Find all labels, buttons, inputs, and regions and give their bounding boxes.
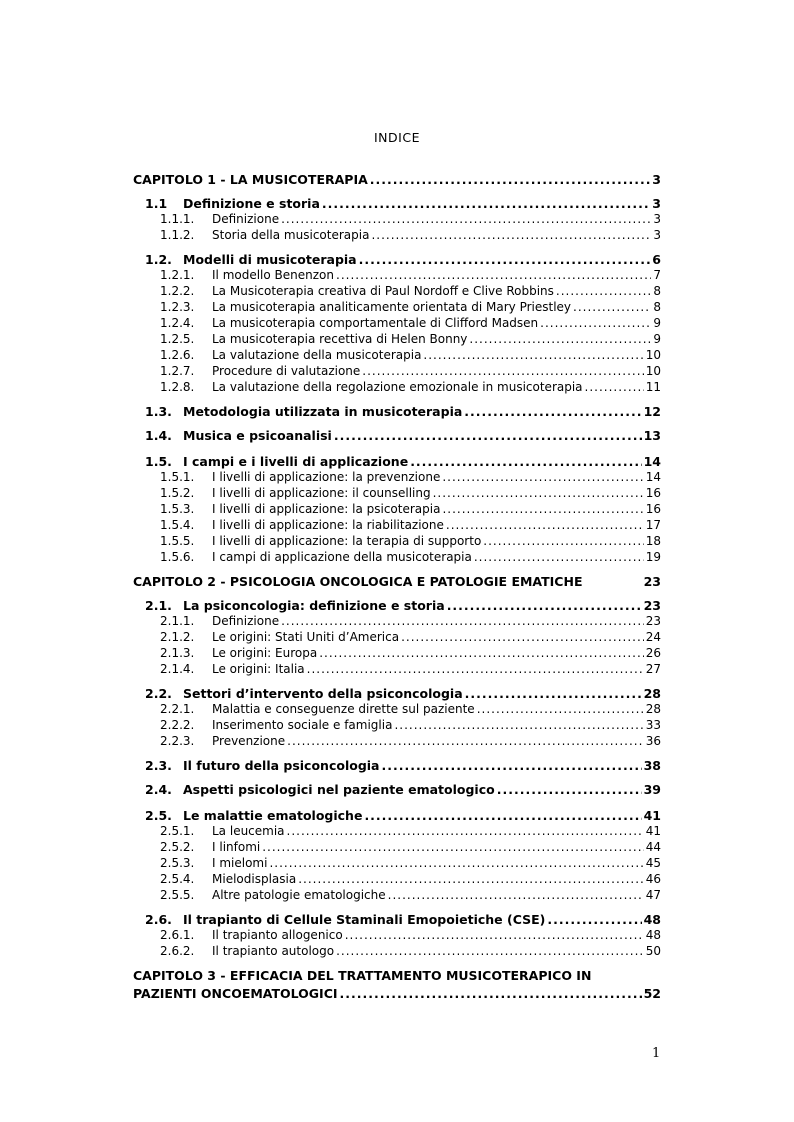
dot-leader: [336, 944, 644, 958]
toc-entry-text: I livelli di applicazione: la riabilitazione: [212, 518, 444, 532]
dot-leader: [382, 758, 642, 773]
toc-entry-label: [160, 888, 386, 902]
toc-entry[interactable]: [133, 550, 661, 564]
toc-entry-label: [160, 348, 421, 362]
toc-entry-text: La psiconcologia: definizione e storia: [183, 598, 445, 613]
toc-entry-text: Procedure di valutazione: [212, 364, 361, 378]
toc-entry-page: 17: [645, 518, 661, 532]
toc-entry-label: [160, 944, 334, 958]
toc-entry-number: 1.1: [145, 196, 168, 211]
toc-entry[interactable]: [133, 428, 661, 443]
toc-entry-text: Definizione: [212, 212, 280, 226]
dot-leader: [298, 872, 644, 886]
toc-entry-text: Le origini: Europa: [212, 646, 318, 660]
toc-entry[interactable]: [133, 332, 661, 346]
toc-entry-page: 39: [643, 782, 661, 797]
toc-entry-label: [160, 928, 343, 942]
toc-entry-page: 24: [645, 630, 661, 644]
toc-entry-page: 36: [645, 734, 661, 748]
dot-leader: [423, 348, 643, 362]
toc-entry-label: [133, 986, 338, 1001]
dot-leader: [359, 252, 651, 267]
toc-entry-number: 2.1.1.: [160, 614, 195, 628]
toc-entry-label: [133, 172, 368, 187]
toc-entry-label: [160, 550, 472, 564]
toc-entry-page: 19: [645, 550, 661, 564]
toc-entry-number: 2.6.1.: [160, 928, 195, 942]
toc-entry-label: [160, 486, 431, 500]
toc-entry[interactable]: [133, 518, 661, 532]
toc-entry-label: [145, 404, 462, 419]
toc-entry-number: 2.5.1.: [160, 824, 195, 838]
toc-entry-page: 11: [645, 380, 661, 394]
toc-entry-text: La valutazione della regolazione emozionale in musicoterapia: [212, 380, 583, 394]
toc-entry-page: 52: [643, 986, 661, 1001]
toc-entry-page: 28: [643, 686, 661, 701]
toc-entry-label: [145, 758, 380, 773]
dot-leader: [362, 364, 643, 378]
toc-entry-number: 2.5.2.: [160, 840, 195, 854]
toc-entry-number: 2.5.5.: [160, 888, 195, 902]
toc-entry-text: Malattia e conseguenze dirette sul paziente: [212, 702, 475, 716]
toc-entry-text: I campi di applicazione della musicoterapia: [212, 550, 472, 564]
toc-entry[interactable]: [133, 486, 661, 500]
toc-entry-number: 1.1.2.: [160, 228, 195, 242]
toc-entry-label: [160, 284, 554, 298]
toc-entry-number: 1.3.: [145, 404, 172, 419]
dot-leader: [442, 470, 643, 484]
toc-entry[interactable]: [133, 212, 661, 226]
toc-entry-label: [145, 252, 357, 267]
toc-entry-text: La musicoterapia recettiva di Helen Bonny: [212, 332, 468, 346]
toc-entry-page: 16: [645, 502, 661, 516]
toc-entry-text: Definizione: [212, 614, 280, 628]
toc-entry-number: 1.5.5.: [160, 534, 195, 548]
toc-entry-text: I mielomi: [212, 856, 268, 870]
toc-entry-number: 1.2.1.: [160, 268, 195, 282]
toc-entry-label: [160, 872, 296, 886]
toc-entry-page: 50: [645, 944, 661, 958]
toc-entry-text: CAPITOLO 2 - PSICOLOGIA ONCOLOGICA E PATOLOGIE EMATICHE: [133, 574, 583, 589]
toc-entry-number: 1.2.6.: [160, 348, 195, 362]
toc-entry-label: [145, 686, 463, 701]
toc-entry-label: [160, 718, 392, 732]
toc-entry-label: [160, 300, 571, 314]
toc-entry[interactable]: [133, 574, 661, 589]
toc-entry[interactable]: [133, 646, 661, 660]
page-number: 1: [652, 1046, 661, 1061]
dot-leader: [585, 380, 644, 394]
dot-leader: [446, 518, 644, 532]
toc-entry-page: 27: [645, 662, 661, 676]
toc-entry-page: 8: [653, 300, 661, 314]
toc-entry-page: 33: [645, 718, 661, 732]
toc-entry[interactable]: [133, 364, 661, 378]
dot-leader: [345, 928, 644, 942]
toc-entry[interactable]: [133, 630, 661, 644]
toc-entry[interactable]: [133, 502, 661, 516]
toc-entry-page: 23: [643, 598, 661, 613]
dot-leader: [474, 550, 644, 564]
toc-entry-label: [160, 470, 440, 484]
toc-entry-number: 2.1.3.: [160, 646, 195, 660]
toc-entry-number: 1.2.7.: [160, 364, 195, 378]
toc-entry-number: 2.5.: [145, 808, 172, 823]
toc-entry-number: 2.2.2.: [160, 718, 195, 732]
toc-entry-number: 1.4.: [145, 428, 172, 443]
toc-entry-text: Inserimento sociale e famiglia: [212, 718, 393, 732]
toc-entry-text: I campi e i livelli di applicazione: [183, 454, 409, 469]
toc-entry-number: 2.2.: [145, 686, 172, 701]
toc-entry[interactable]: [133, 534, 661, 548]
dot-leader: [556, 284, 651, 298]
toc-entry-label: [145, 196, 320, 211]
toc-entry-text: Musica e psicoanalisi: [183, 428, 332, 443]
toc-entry-page: 14: [643, 454, 661, 469]
toc-entry[interactable]: [133, 734, 661, 748]
toc-entry-page: 23: [643, 574, 661, 589]
dot-leader: [464, 404, 641, 419]
toc-entry-text: Le origini: Stati Uniti d’America: [212, 630, 400, 644]
toc-entry-number: 2.5.3.: [160, 856, 195, 870]
toc-entry[interactable]: [133, 928, 661, 942]
toc-entry-label: [160, 228, 369, 242]
toc-entry-text: La musicoterapia comportamentale di Clifford Madsen: [212, 316, 539, 330]
dot-leader: [465, 686, 642, 701]
toc-entry-page: 48: [643, 912, 661, 927]
toc-entry-text: Aspetti psicologici nel paziente ematologico: [183, 782, 495, 797]
toc-entry-text: Prevenzione: [212, 734, 286, 748]
toc-entry-page: 48: [645, 928, 661, 942]
toc-entry-number: 1.5.1.: [160, 470, 195, 484]
toc-entry-number: 2.4.: [145, 782, 172, 797]
toc-entry-number: 1.2.5.: [160, 332, 195, 346]
toc-entry[interactable]: [133, 252, 661, 267]
toc-entry-label: [160, 702, 475, 716]
dot-leader: [442, 502, 643, 516]
toc-entry[interactable]: [133, 662, 661, 676]
toc-entry[interactable]: [133, 912, 661, 927]
toc-entry-page: 13: [643, 428, 661, 443]
dot-leader: [540, 316, 651, 330]
toc-entry-text: Il trapianto di Cellule Staminali Emopoietiche (CSE): [183, 912, 546, 927]
toc-entry[interactable]: [133, 840, 661, 854]
toc-entry-text: I livelli di applicazione: la prevenzione: [212, 470, 441, 484]
toc-entry-label: [160, 646, 317, 660]
toc-entry[interactable]: [133, 284, 661, 298]
toc-entry-text: Metodologia utilizzata in musicoterapia: [183, 404, 463, 419]
toc-entry-label: [160, 380, 583, 394]
toc-entry[interactable]: [133, 702, 661, 716]
toc-entry-text: Modelli di musicoterapia: [183, 252, 357, 267]
dot-leader: [469, 332, 651, 346]
toc-entry-number: 2.6.2.: [160, 944, 195, 958]
toc-entry-number: 1.5.: [145, 454, 172, 469]
dot-leader: [573, 300, 651, 314]
dot-leader: [322, 196, 650, 211]
toc-entry-label: [160, 212, 279, 226]
toc-entry-label: [160, 268, 334, 282]
toc-entry-label: [145, 454, 408, 469]
toc-entry[interactable]: [133, 686, 661, 701]
toc-entry-label: [145, 598, 445, 613]
toc-entry-label: [160, 840, 260, 854]
dot-leader: [401, 630, 644, 644]
toc-entry[interactable]: [133, 758, 661, 773]
toc-entry-label: [160, 502, 440, 516]
toc-entry-text: Il futuro della psiconcologia: [183, 758, 380, 773]
dot-leader: [287, 824, 644, 838]
toc-entry-text: Il trapianto autologo: [212, 944, 335, 958]
toc-entry[interactable]: [133, 348, 661, 362]
toc-entry-text: Definizione e storia: [183, 196, 320, 211]
dot-leader: [483, 534, 643, 548]
toc-entry-page: 41: [645, 824, 661, 838]
toc-entry[interactable]: [133, 986, 661, 1001]
toc-entry-number: 1.2.: [145, 252, 172, 267]
toc-entry-label: [160, 856, 267, 870]
dot-leader: [370, 172, 651, 187]
toc-entry[interactable]: [133, 856, 661, 870]
dot-leader: [497, 782, 642, 797]
toc-entry-page: 44: [645, 840, 661, 854]
toc-entry[interactable]: [133, 968, 661, 983]
toc-entry[interactable]: [133, 196, 661, 211]
dot-leader: [262, 840, 644, 854]
toc-entry-text: CAPITOLO 1 - LA MUSICOTERAPIA: [133, 172, 368, 187]
toc-entry-text: CAPITOLO 3 - EFFICACIA DEL TRATTAMENTO MUSICOTERAPICO IN: [133, 968, 592, 983]
toc-entry-label: [160, 614, 279, 628]
toc-entry-page: 3: [652, 172, 661, 187]
toc-entry-label: [160, 534, 481, 548]
toc-entry-page: 8: [653, 284, 661, 298]
dot-leader: [433, 486, 644, 500]
toc-entry-number: 2.2.3.: [160, 734, 195, 748]
toc-entry-label: [160, 824, 285, 838]
toc-entry-page: 41: [643, 808, 661, 823]
dot-leader: [364, 808, 641, 823]
toc-entry[interactable]: [133, 782, 661, 797]
dot-leader: [281, 212, 651, 226]
toc-entry-page: 3: [652, 196, 661, 211]
toc-entry-number: 2.6.: [145, 912, 172, 927]
toc-entry[interactable]: [133, 824, 661, 838]
toc-entry-page: 12: [643, 404, 661, 419]
dot-leader: [334, 428, 642, 443]
toc-entry-number: 2.2.1.: [160, 702, 195, 716]
toc-entry-number: 1.2.3.: [160, 300, 195, 314]
toc-entry-number: 1.5.2.: [160, 486, 195, 500]
toc-entry-text: PAZIENTI ONCOEMATOLOGICI: [133, 986, 338, 1001]
dot-leader: [410, 454, 641, 469]
toc-entry-text: Il trapianto allogenico: [212, 928, 343, 942]
toc-entry-number: 1.5.6.: [160, 550, 195, 564]
toc-entry-label: [133, 574, 582, 589]
toc-entry-label: [160, 662, 305, 676]
toc-entry-page: 26: [645, 646, 661, 660]
toc-entry-text: I livelli di applicazione: il counselling: [212, 486, 431, 500]
dot-leader: [281, 614, 644, 628]
page-title: INDICE: [374, 130, 420, 145]
toc-entry-number: 2.3.: [145, 758, 172, 773]
toc-entry[interactable]: [133, 172, 661, 187]
toc-entry-page: 16: [645, 486, 661, 500]
dot-leader: [388, 888, 644, 902]
toc-entry[interactable]: [133, 300, 661, 314]
toc-entry[interactable]: [133, 470, 661, 484]
toc-entry-page: 14: [645, 470, 661, 484]
toc-entry-page: 9: [653, 316, 661, 330]
dot-leader: [287, 734, 644, 748]
toc-entry-label: [160, 734, 285, 748]
toc-entry-page: 6: [652, 252, 661, 267]
toc-entry-label: [160, 332, 467, 346]
toc-entry-number: 1.1.1.: [160, 212, 195, 226]
dot-leader: [269, 856, 643, 870]
toc-entry-text: Le origini: Italia: [212, 662, 305, 676]
toc-entry-text: Il modello Benenzon: [212, 268, 334, 282]
toc-entry-page: 18: [645, 534, 661, 548]
toc-entry-page: 3: [653, 212, 661, 226]
toc-entry-number: 2.1.: [145, 598, 172, 613]
toc-entry[interactable]: [133, 808, 661, 823]
toc-entry-label: [160, 630, 399, 644]
toc-entry[interactable]: [133, 944, 661, 958]
toc-entry-text: Altre patologie ematologiche: [212, 888, 386, 902]
dot-leader: [307, 662, 644, 676]
toc-entry-number: 1.2.8.: [160, 380, 195, 394]
toc-entry-page: 46: [645, 872, 661, 886]
toc-entry[interactable]: [133, 888, 661, 902]
toc-entry-label: [133, 968, 591, 983]
toc-entry-number: 2.1.4.: [160, 662, 195, 676]
toc-entry-number: 1.5.4.: [160, 518, 195, 532]
toc-entry[interactable]: [133, 228, 661, 242]
toc-entry[interactable]: [133, 380, 661, 394]
toc-entry-text: La valutazione della musicoterapia: [212, 348, 422, 362]
toc-entry-page: 3: [653, 228, 661, 242]
toc-entry-text: Storia della musicoterapia: [212, 228, 370, 242]
toc-entry-number: 2.5.4.: [160, 872, 195, 886]
toc-entry-page: 10: [645, 364, 661, 378]
toc-entry-label: [160, 316, 538, 330]
toc-entry-text: La musicoterapia analiticamente orientata di Mary Priestley: [212, 300, 572, 314]
toc-entry-text: Mielodisplasia: [212, 872, 297, 886]
toc-entry-text: La leucemia: [212, 824, 285, 838]
toc-entry-page: 38: [643, 758, 661, 773]
toc-entry-page: 23: [645, 614, 661, 628]
toc-entry-text: La Musicoterapia creativa di Paul Nordoff e Clive Robbins: [212, 284, 554, 298]
toc-entry-number: 2.1.2.: [160, 630, 195, 644]
dot-leader: [340, 986, 642, 1001]
toc-entry-text: Settori d’intervento della psiconcologia: [183, 686, 463, 701]
dot-leader: [547, 912, 641, 927]
toc-entry-label: [145, 912, 545, 927]
dot-leader: [477, 702, 644, 716]
toc-entry[interactable]: [133, 454, 661, 469]
toc-entry-number: 1.2.2.: [160, 284, 195, 298]
toc-entry-page: 45: [645, 856, 661, 870]
toc-entry-text: I linfomi: [212, 840, 261, 854]
toc-entry-number: 1.5.3.: [160, 502, 195, 516]
toc-entry-page: 47: [645, 888, 661, 902]
toc-entry[interactable]: [133, 404, 661, 419]
dot-leader: [394, 718, 643, 732]
toc-entry-text: Le malattie ematologiche: [183, 808, 363, 823]
dot-leader: [447, 598, 642, 613]
toc-entry-page: 7: [653, 268, 661, 282]
toc-entry[interactable]: [133, 872, 661, 886]
toc-entry-text: I livelli di applicazione: la psicoterapia: [212, 502, 441, 516]
toc-entry[interactable]: [133, 614, 661, 628]
toc-entry-number: 1.2.4.: [160, 316, 195, 330]
toc-entry-page: 10: [645, 348, 661, 362]
toc-entry[interactable]: [133, 718, 661, 732]
dot-leader: [319, 646, 644, 660]
toc-entry-label: [145, 428, 332, 443]
dot-leader: [336, 268, 651, 282]
toc-entry-page: 9: [653, 332, 661, 346]
toc-entry-label: [160, 364, 360, 378]
toc-entry-page: 28: [645, 702, 661, 716]
toc-entry[interactable]: [133, 268, 661, 282]
toc-entry-label: [145, 782, 495, 797]
toc-entry-label: [160, 518, 444, 532]
toc-entry-label: [145, 808, 362, 823]
dot-leader: [371, 228, 651, 242]
toc-entry[interactable]: [133, 316, 661, 330]
toc-entry[interactable]: [133, 598, 661, 613]
toc-entry-text: I livelli di applicazione: la terapia di supporto: [212, 534, 482, 548]
